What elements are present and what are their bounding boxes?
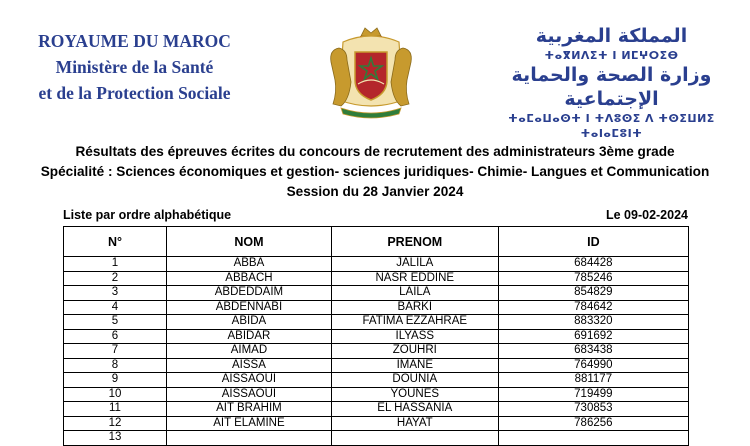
header-tz-line-1: ⵜⴰⴳⵍⴷⵉⵜ ⵏ ⵍⵎⵖⵔⵉⴱ bbox=[544, 49, 679, 62]
cell-prenom: BARKI bbox=[331, 300, 498, 315]
cell-prenom: LAILA bbox=[331, 286, 498, 301]
cell-prenom: IMANE bbox=[331, 358, 498, 373]
table-row bbox=[64, 344, 689, 359]
cell-nom: ABIDA bbox=[166, 315, 331, 330]
col-header-prenom: PRENOM bbox=[331, 227, 498, 257]
header-ar-line-1: المملكة المغربية bbox=[535, 25, 688, 47]
cell-number: 4 bbox=[64, 300, 167, 315]
header-arabic-tifinagh bbox=[489, 24, 734, 141]
col-header-number: N° bbox=[64, 227, 167, 257]
title-line-1: Résultats des épreuves écrites du concours de recrutement des administrateurs 3ème grade bbox=[75, 144, 675, 159]
cell-prenom: FATIMA EZZAHRAE bbox=[331, 315, 498, 330]
header-ar-line-2: وزارة الصحة والحماية الإجتماعية bbox=[511, 64, 712, 110]
table-row bbox=[64, 300, 689, 315]
header-fr-line-2: Ministère de la Santé bbox=[55, 57, 214, 77]
col-header-nom: NOM bbox=[166, 227, 331, 257]
cell-number: 11 bbox=[64, 402, 167, 417]
cell-nom: ABDENNABI bbox=[166, 300, 331, 315]
cell-nom: AIT ELAMINE bbox=[166, 416, 331, 431]
title-line-2: Spécialité : Sciences économiques et gestion- sciences juridiques- Chimie- Langues et Communication bbox=[40, 164, 710, 179]
table-row bbox=[64, 402, 689, 417]
cell-number: 10 bbox=[64, 387, 167, 402]
cell-nom: AIMAD bbox=[166, 344, 331, 359]
cell-id: 786256 bbox=[498, 416, 688, 431]
cell-prenom: NASR EDDINE bbox=[331, 271, 498, 286]
table-row bbox=[64, 315, 689, 330]
cell-nom: AISSAOUI bbox=[166, 387, 331, 402]
cell-prenom: EL HASSANIA bbox=[331, 402, 498, 417]
cell-number: 8 bbox=[64, 358, 167, 373]
cell-id: 785246 bbox=[498, 271, 688, 286]
cell-id: 881177 bbox=[498, 373, 688, 388]
cell-number: 13 bbox=[64, 431, 167, 446]
list-order-label: Liste par ordre alphabétique bbox=[63, 208, 232, 222]
cell-prenom: JALILA bbox=[331, 257, 498, 272]
header-french bbox=[22, 28, 247, 106]
table-row bbox=[64, 416, 689, 431]
cell-prenom: DOUNIA bbox=[331, 373, 498, 388]
header-fr-line-3: et de la Protection Sociale bbox=[38, 83, 231, 103]
cell-prenom: ZOUHRI bbox=[331, 344, 498, 359]
cell-prenom: HAYAT bbox=[331, 416, 498, 431]
cell-number: 6 bbox=[64, 329, 167, 344]
table-row bbox=[64, 387, 689, 402]
cell-prenom: YOUNES bbox=[331, 387, 498, 402]
cell-nom: ABDEDDAIM bbox=[166, 286, 331, 301]
col-header-id: ID bbox=[498, 227, 688, 257]
cell-number: 3 bbox=[64, 286, 167, 301]
table-row bbox=[64, 358, 689, 373]
cell-id: 784642 bbox=[498, 300, 688, 315]
table-header-row bbox=[64, 227, 689, 257]
cell-id: 684428 bbox=[498, 257, 688, 272]
header-tz-line-2: ⵜⴰⵎⴰⵡⴰⵙⵜ ⵏ ⵜⴷⵓⵙⵉ ⴷ ⵜⵙⵉⵡⵍⵉ ⵜⴰⵏⴰⵎⵓⵏⵜ bbox=[508, 112, 715, 140]
cell-nom: ABBACH bbox=[166, 271, 331, 286]
cell-id: 691692 bbox=[498, 329, 688, 344]
table-row bbox=[64, 373, 689, 388]
cell-nom: ABBA bbox=[166, 257, 331, 272]
cell-id: 719499 bbox=[498, 387, 688, 402]
cell-nom: AISSA bbox=[166, 358, 331, 373]
table-row bbox=[64, 257, 689, 272]
document-date: Le 09-02-2024 bbox=[605, 208, 688, 222]
document-titles bbox=[0, 142, 750, 202]
table-row bbox=[64, 329, 689, 344]
royal-coat-of-arms-icon bbox=[325, 22, 417, 122]
table-row bbox=[64, 286, 689, 301]
cell-prenom: ILYASS bbox=[331, 329, 498, 344]
table-row bbox=[64, 271, 689, 286]
cell-id: 764990 bbox=[498, 358, 688, 373]
header-fr-line-1: ROYAUME DU MAROC bbox=[38, 31, 231, 51]
cell-number: 12 bbox=[64, 416, 167, 431]
cell-nom: AISSAOUI bbox=[166, 373, 331, 388]
cell-id: 854829 bbox=[498, 286, 688, 301]
cell-number: 5 bbox=[64, 315, 167, 330]
cell-number: 2 bbox=[64, 271, 167, 286]
cell-id: 683438 bbox=[498, 344, 688, 359]
cell-number: 1 bbox=[64, 257, 167, 272]
title-line-3: Session du 28 Janvier 2024 bbox=[286, 184, 464, 199]
results-table bbox=[63, 226, 689, 446]
cell-nom: AIT BRAHIM bbox=[166, 402, 331, 417]
cell-nom: ABIDAR bbox=[166, 329, 331, 344]
cell-id: 883320 bbox=[498, 315, 688, 330]
cell-id: 730853 bbox=[498, 402, 688, 417]
cell-number: 9 bbox=[64, 373, 167, 388]
cell-number: 7 bbox=[64, 344, 167, 359]
